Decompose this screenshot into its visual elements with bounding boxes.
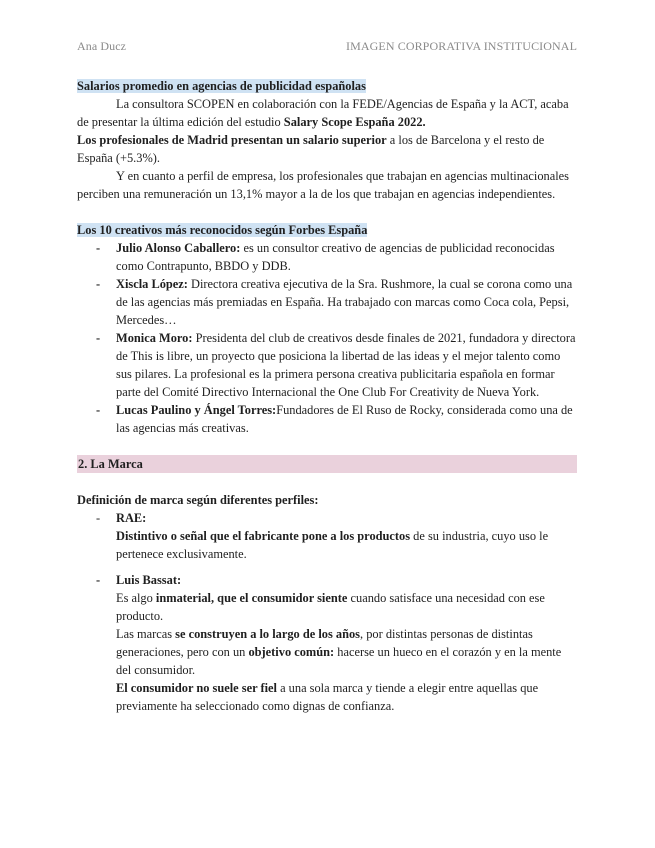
header-author: Ana Ducz [77, 39, 127, 53]
header-title: IMAGEN CORPORATIVA INSTITUCIONAL [346, 39, 577, 53]
bassat-l3-bold: El consumidor no suele ser fiel [116, 681, 277, 695]
rae-label: RAE: [116, 511, 147, 525]
bassat-l2-e: hacerse un hueco en el corazón y en la mente del consumidor. [116, 645, 562, 677]
list-item [77, 571, 577, 715]
salarios-paragraph-2 [77, 131, 577, 167]
dash-bullet: - [96, 403, 101, 417]
dash-bullet: - [96, 277, 101, 291]
bassat-l1-c: cuando satisface una necesidad con ese producto. [116, 591, 545, 623]
bassat-label: Luis Bassat: [116, 573, 182, 587]
salarios-p2-bold: Los profesionales de Madrid presentan un salario superior [77, 133, 387, 147]
bassat-l1-a: Es algo [116, 591, 156, 605]
salarios-p2-text: a los de Barcelona y el resto de España (+5.3%). [77, 133, 545, 165]
salarios-paragraph-1 [77, 95, 577, 131]
dash-bullet: - [96, 511, 101, 525]
creativos-list [77, 239, 577, 437]
list-item [77, 275, 577, 329]
definiciones-list-2 [77, 571, 577, 715]
salarios-paragraph-3: Y en cuanto a perfil de empresa, los profesionales que trabajan en agencias multinacionales perciben una remuneración un 13,1% mayor a la de los que trabajan en agencias independientes. [77, 169, 569, 201]
bassat-l2-c: , por distintas personas de distintas generaciones, pero con un [116, 627, 533, 659]
bassat-line-2 [116, 625, 577, 679]
bassat-l1-bold: inmaterial, que el consumidor siente [155, 591, 348, 605]
creativos-heading: Los 10 creativos más reconocidos según Forbes España [77, 223, 368, 237]
salarios-p1-text: La consultora SCOPEN en colaboración con la FEDE/Agencias de España y la ACT, acaba de presentar la última edición del estudio [77, 97, 569, 129]
bassat-line-3 [116, 679, 577, 715]
salarios-heading-line [77, 77, 577, 95]
creativo-description: Presidenta del club de creativos desde finales de 2021, fundadora y directora de This is libre, un proyecto que posiciona la libertad de las ideas y el mejor talento como sus pilares. La profesional es la primera persona creativa publicitaria española en formar parte del Comité Directivo Internacional the One Club For Creativity de Nueva York. [116, 331, 576, 399]
list-item [77, 329, 577, 401]
dash-bullet: - [96, 241, 101, 255]
definicion-heading: Definición de marca según diferentes perfiles: [77, 493, 319, 507]
salarios-heading: Salarios promedio en agencias de publicidad españolas [77, 79, 366, 93]
creativo-name: Xiscla López: [116, 277, 188, 291]
creativo-description: Directora creativa ejecutiva de la Sra. Rushmore, la cual se corona como una de las agencias más premiadas en España. Ha trabajado con marcas como Coca cola, Pepsi, Mercedes… [116, 277, 573, 327]
creativos-heading-line [77, 221, 577, 239]
running-header [77, 37, 577, 55]
list-item [77, 509, 577, 563]
dash-bullet: - [96, 573, 101, 587]
bassat-l2-bold: se construyen a lo largo de los años [175, 627, 361, 641]
creativo-name: Lucas Paulino y Ángel Torres: [116, 403, 277, 417]
page-content [77, 77, 577, 715]
rae-definition [116, 527, 577, 563]
creativo-description: es un consultor creativo de agencias de publicidad reconocidas como Contrapunto, BBDO y DDB. [116, 241, 555, 273]
bassat-l2-a: Las marcas [116, 627, 176, 641]
creativo-name: Julio Alonso Caballero: [116, 241, 241, 255]
salarios-p1-bold: Salary Scope España 2022. [283, 115, 426, 129]
creativo-description: Fundadores de El Ruso de Rocky, considerada como una de las agencias más creativas. [116, 403, 573, 435]
section-title-la-marca: 2. La Marca [77, 455, 577, 473]
creativo-name: Monica Moro: [116, 331, 193, 345]
definiciones-list [77, 509, 577, 563]
rae-text: de su industria, cuyo uso le pertenece exclusivamente. [116, 529, 549, 561]
bassat-line-1 [116, 589, 577, 625]
dash-bullet: - [96, 331, 101, 345]
bassat-l3-c: a una sola marca y tiende a elegir entre aquellas que previamente ha seleccionado como dignas de confianza. [116, 681, 539, 713]
list-item [77, 239, 577, 275]
bassat-l2-bold-2: objetivo común: [248, 645, 335, 659]
list-item [77, 401, 577, 437]
rae-bold: Distintivo o señal que el fabricante pone a los productos [116, 529, 411, 543]
